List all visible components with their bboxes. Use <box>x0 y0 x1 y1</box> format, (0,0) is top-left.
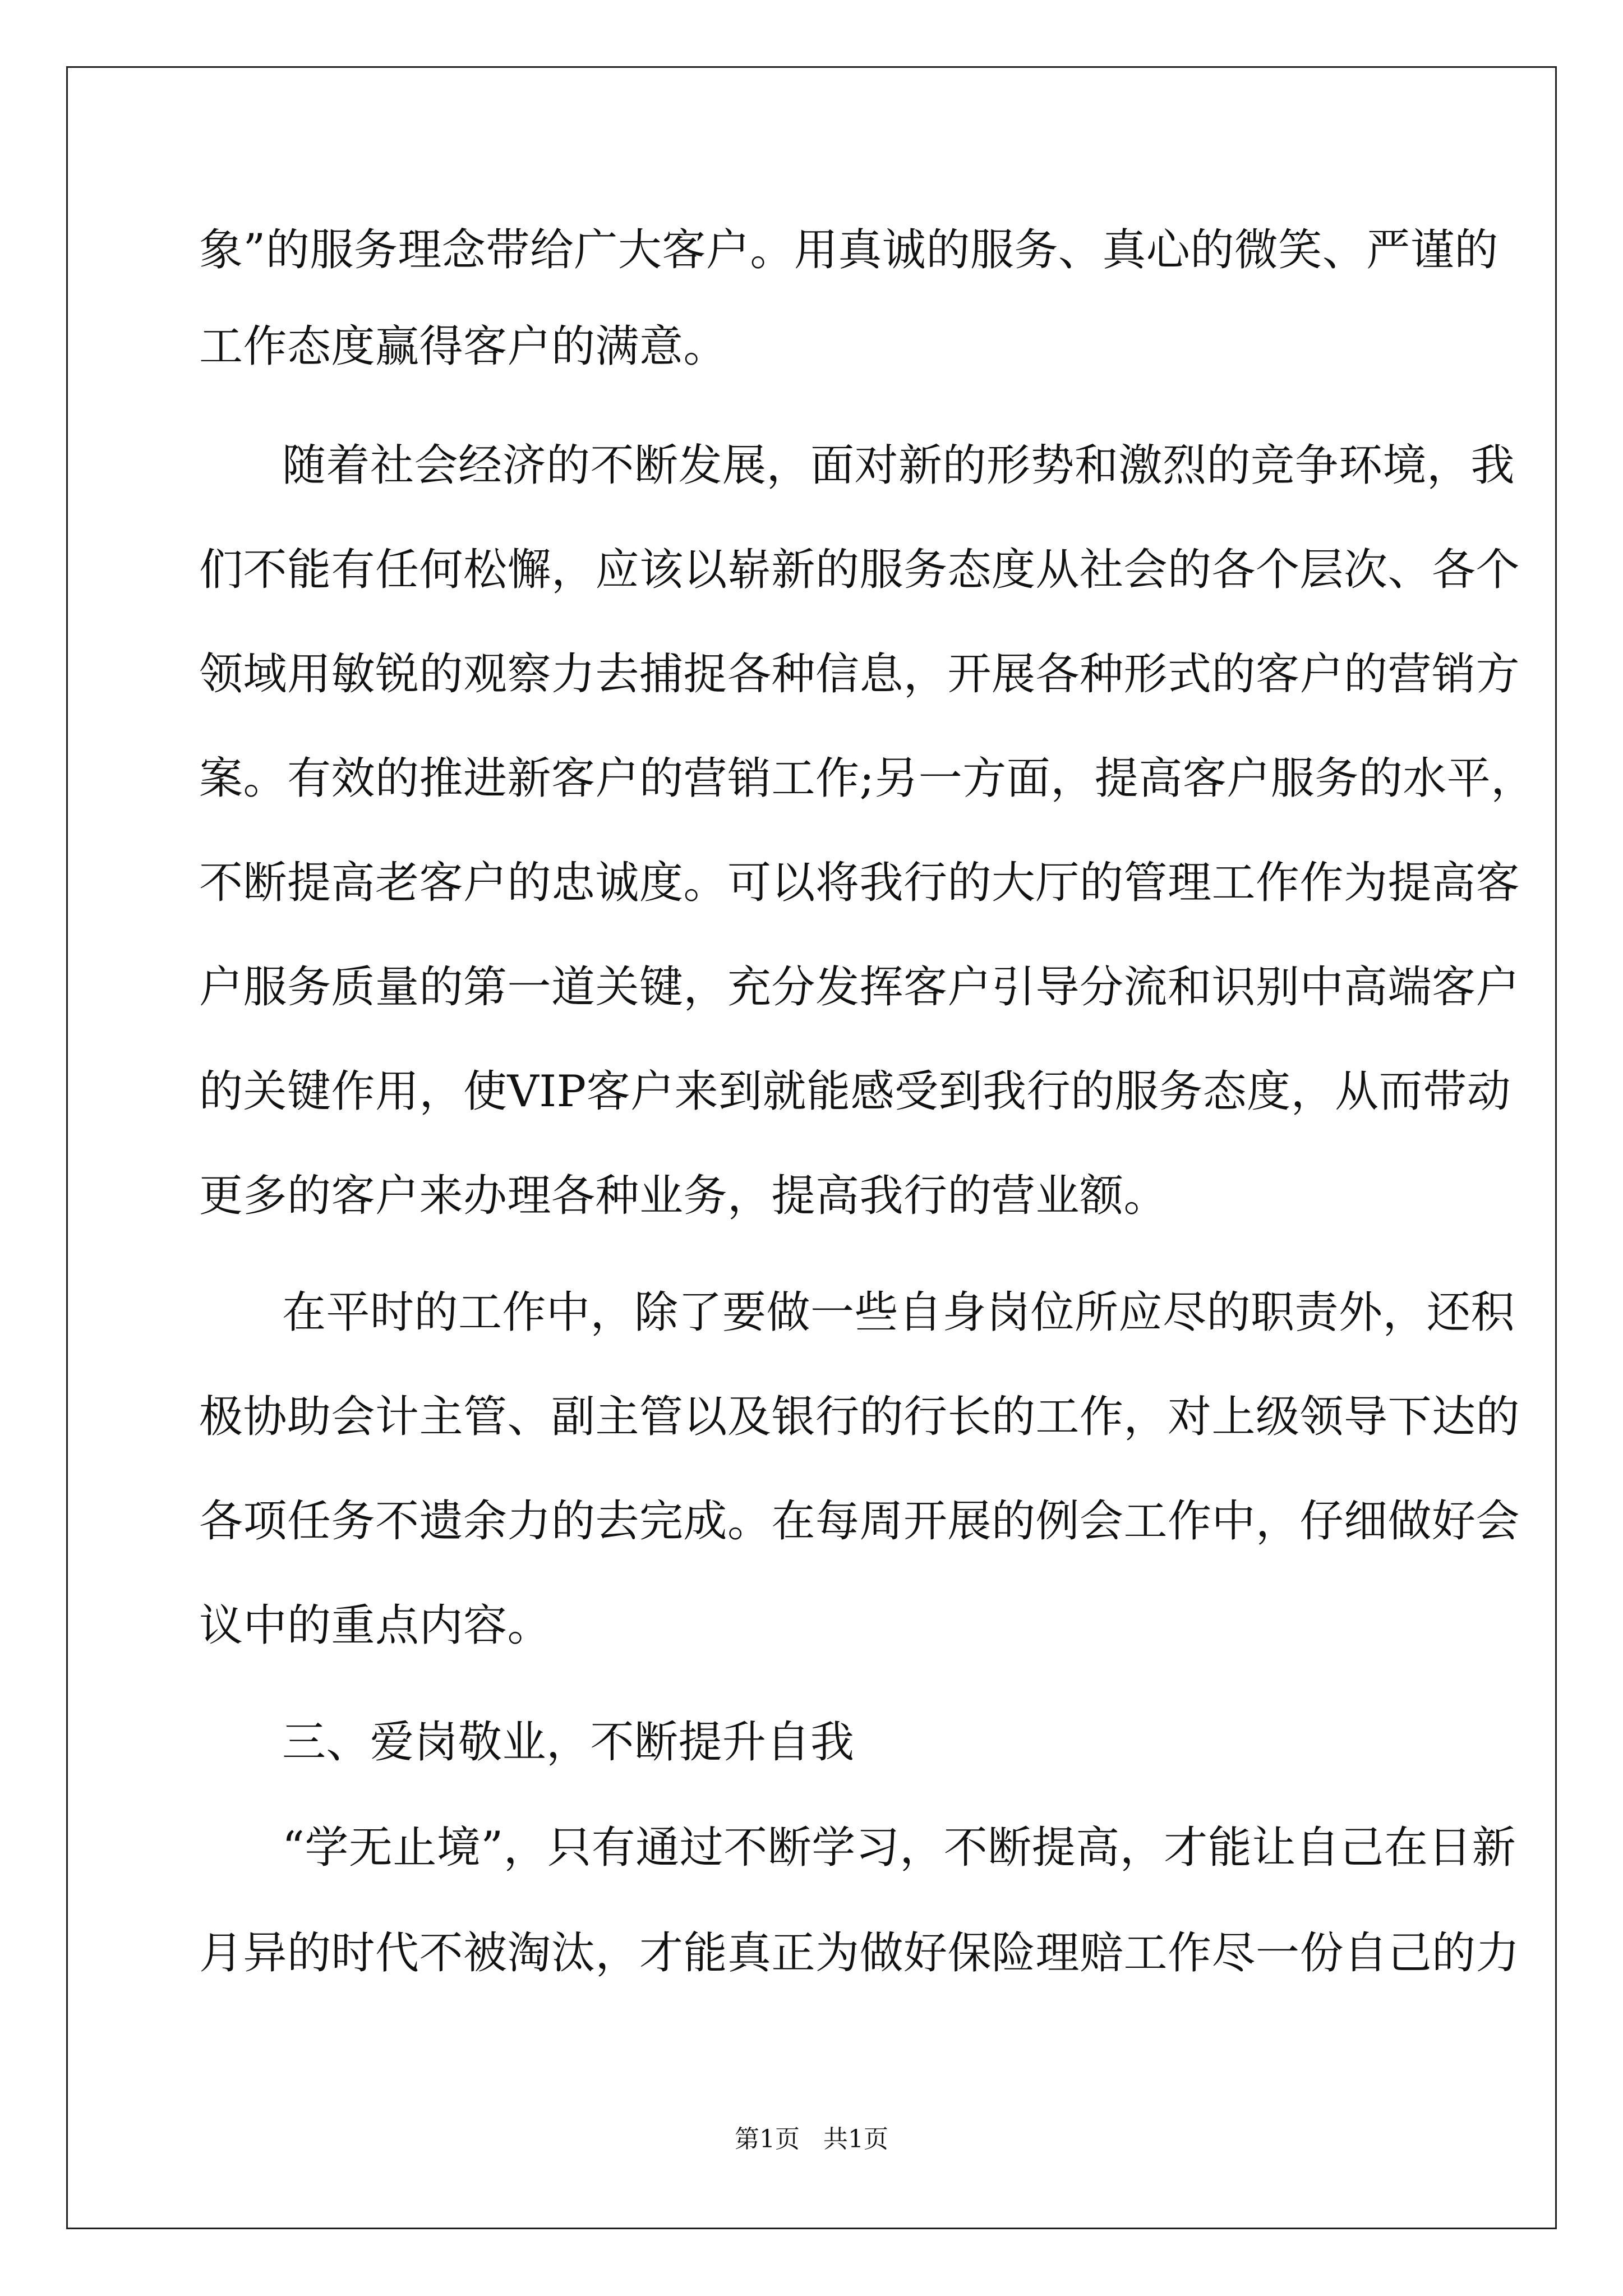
text-line: 领域用敏锐的观察力去捕捉各种信息，开展各种形式的客户的营销方 <box>199 649 1520 700</box>
text-line: 工作态度赢得客户的满意。 <box>199 321 728 372</box>
paragraph-start-line: 随着社会经济的不断发展，面对新的形势和激烈的竞争环境，我 <box>282 440 1515 491</box>
text-line: 各项任务不遗余力的去完成。在每周开展的例会工作中，仔细做好会 <box>199 1496 1520 1547</box>
page-border <box>66 66 1557 2229</box>
text-line: 们不能有任何松懈，应该以崭新的服务态度从社会的各个层次、各个 <box>199 545 1520 595</box>
text-line: 议中的重点内容。 <box>199 1600 552 1651</box>
text-line: 不断提高老客户的忠诚度。可以将我行的大厅的管理工作作为提高客 <box>199 858 1520 908</box>
text-line: 案。有效的推进新客户的营销工作;另一方面，提高客户服务的水平， <box>199 753 1535 804</box>
paragraph-start-line: 在平时的工作中，除了要做一些自身岗位所应尽的职责外，还积 <box>282 1287 1515 1338</box>
text-line: 极协助会计主管、副主管以及银行的行长的工作，对上级领导下达的 <box>199 1392 1520 1442</box>
text-line: 户服务质量的第一道关键，充分发挥客户引导分流和识别中高端客户 <box>199 962 1520 1013</box>
text-line: 月异的时代不被淘汰，才能真正为做好保险理赔工作尽一份自己的力 <box>199 1928 1520 1978</box>
section-heading: 三、爱岗敬业，不断提升自我 <box>282 1717 855 1768</box>
page-footer: 第1页 共1页 <box>735 2125 888 2154</box>
paragraph-start-line: “学无止境”，只有通过不断学习，不断提高，才能让自己在日新 <box>282 1823 1516 1873</box>
text-line: 的关键作用，使VIP客户来到就能感受到我行的服务态度，从而带动 <box>199 1066 1511 1117</box>
text-line: 更多的客户来办理各种业务，提高我行的营业额。 <box>199 1171 1168 1221</box>
text-line: 象”的服务理念带给广大客户。用真诚的服务、真心的微笑、严谨的 <box>199 225 1498 275</box>
